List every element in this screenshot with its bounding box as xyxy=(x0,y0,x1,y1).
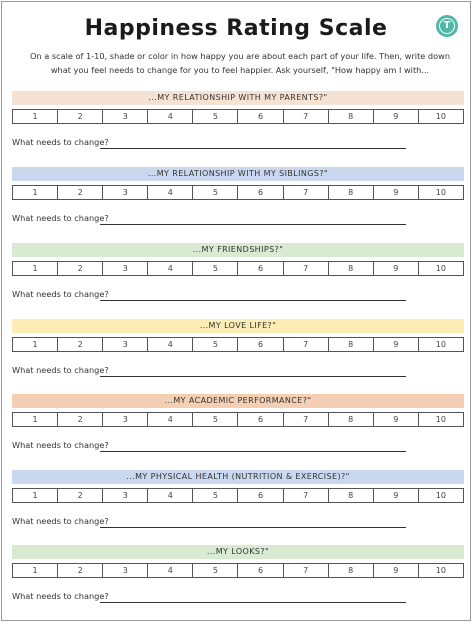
rating-cell-9[interactable]: 9 xyxy=(374,110,419,123)
rating-cell-5[interactable]: 5 xyxy=(193,489,238,502)
rating-cell-2[interactable]: 2 xyxy=(58,564,103,577)
change-answer-line[interactable] xyxy=(100,451,406,452)
section-header: ...MY RELATIONSHIP WITH MY SIBLINGS?" xyxy=(12,167,464,181)
rating-cell-6[interactable]: 6 xyxy=(238,489,283,502)
rating-cell-4[interactable]: 4 xyxy=(148,262,193,275)
rating-cell-9[interactable]: 9 xyxy=(374,564,419,577)
rating-cell-1[interactable]: 1 xyxy=(13,413,58,426)
rating-cell-1[interactable]: 1 xyxy=(13,262,58,275)
rating-cell-8[interactable]: 8 xyxy=(329,489,374,502)
rating-scale xyxy=(12,563,464,578)
section-header: ...MY ACADEMIC PERFORMANCE?" xyxy=(12,394,464,408)
change-label: What needs to change? xyxy=(12,516,109,526)
rating-cell-5[interactable]: 5 xyxy=(193,262,238,275)
rating-cell-10[interactable]: 10 xyxy=(435,566,446,575)
rating-cell-4[interactable]: 4 xyxy=(148,564,193,577)
rating-cell-10[interactable]: 10 xyxy=(435,188,446,197)
change-row xyxy=(12,365,464,379)
section-header: ...MY RELATIONSHIP WITH MY PARENTS?" xyxy=(12,91,464,105)
rating-cell-8[interactable]: 8 xyxy=(329,186,374,199)
rating-cell-8[interactable]: 8 xyxy=(329,262,374,275)
rating-cell-5[interactable]: 5 xyxy=(193,338,238,351)
rating-cell-7[interactable]: 7 xyxy=(284,489,329,502)
instructions: On a scale of 1-10, shade or color in how happy you are about each part of your life. Then, write down what you feel needs to change for you to feel happier. Ask yourself, "How happy am I with... xyxy=(29,51,451,75)
rating-cell-2[interactable]: 2 xyxy=(58,186,103,199)
change-row xyxy=(12,440,464,454)
rating-section xyxy=(12,545,464,605)
rating-cell-9[interactable]: 9 xyxy=(374,262,419,275)
rating-scale xyxy=(12,412,464,427)
rating-cell-6[interactable]: 6 xyxy=(238,564,283,577)
rating-cell-9[interactable]: 9 xyxy=(374,489,419,502)
logo-letter-icon: T xyxy=(443,20,451,31)
rating-scale xyxy=(12,261,464,276)
change-answer-line[interactable] xyxy=(100,376,406,377)
change-label: What needs to change? xyxy=(12,440,109,450)
change-answer-line[interactable] xyxy=(100,148,406,149)
section-header: ...MY LOOKS?" xyxy=(12,545,464,559)
rating-cell-1[interactable]: 1 xyxy=(13,489,58,502)
rating-section xyxy=(12,319,464,379)
worksheet xyxy=(1,1,471,621)
section-header: ...MY PHYSICAL HEALTH (NUTRITION & EXERCISE)?" xyxy=(12,470,464,484)
change-label: What needs to change? xyxy=(12,213,109,223)
rating-section xyxy=(12,243,464,303)
change-label: What needs to change? xyxy=(12,137,109,147)
rating-cell-3[interactable]: 3 xyxy=(103,262,148,275)
change-row xyxy=(12,516,464,530)
rating-scale xyxy=(12,185,464,200)
logo-ring xyxy=(439,18,455,34)
rating-cell-9[interactable]: 9 xyxy=(374,338,419,351)
rating-cell-8[interactable]: 8 xyxy=(329,338,374,351)
rating-cell-8[interactable]: 8 xyxy=(329,413,374,426)
rating-cell-4[interactable]: 4 xyxy=(148,186,193,199)
rating-cell-6[interactable]: 6 xyxy=(238,262,283,275)
change-row xyxy=(12,289,464,303)
change-row xyxy=(12,591,464,605)
change-row xyxy=(12,137,464,151)
rating-section xyxy=(12,91,464,151)
rating-cell-2[interactable]: 2 xyxy=(58,262,103,275)
rating-scale xyxy=(12,109,464,124)
rating-cell-3[interactable]: 3 xyxy=(103,186,148,199)
rating-cell-3[interactable]: 3 xyxy=(103,413,148,426)
change-answer-line[interactable] xyxy=(100,224,406,225)
rating-cell-5[interactable]: 5 xyxy=(193,564,238,577)
change-answer-line[interactable] xyxy=(100,527,406,528)
rating-cell-5[interactable]: 5 xyxy=(193,413,238,426)
rating-cell-5[interactable]: 5 xyxy=(193,110,238,123)
rating-scale xyxy=(12,337,464,352)
change-label: What needs to change? xyxy=(12,365,109,375)
brand-logo-icon xyxy=(436,15,458,37)
rating-cell-2[interactable]: 2 xyxy=(58,413,103,426)
change-label: What needs to change? xyxy=(12,591,109,601)
rating-cell-10[interactable]: 10 xyxy=(435,415,446,424)
rating-cell-10[interactable]: 10 xyxy=(435,491,446,500)
rating-cell-2[interactable]: 2 xyxy=(58,489,103,502)
rating-cell-1[interactable]: 1 xyxy=(13,564,58,577)
rating-cell-3[interactable]: 3 xyxy=(103,564,148,577)
section-header: ...MY FRIENDSHIPS?" xyxy=(12,243,464,257)
rating-cell-4[interactable]: 4 xyxy=(148,110,193,123)
rating-cell-6[interactable]: 6 xyxy=(238,186,283,199)
change-answer-line[interactable] xyxy=(100,602,406,603)
rating-cell-1[interactable]: 1 xyxy=(13,186,58,199)
rating-cell-2[interactable]: 2 xyxy=(58,110,103,123)
rating-cell-7[interactable]: 7 xyxy=(284,564,329,577)
change-answer-line[interactable] xyxy=(100,300,406,301)
page-title: Happiness Rating Scale xyxy=(84,16,388,41)
rating-cell-6[interactable]: 6 xyxy=(238,338,283,351)
rating-cell-2[interactable]: 2 xyxy=(58,338,103,351)
rating-section xyxy=(12,167,464,227)
rating-cell-3[interactable]: 3 xyxy=(103,110,148,123)
rating-cell-7[interactable]: 7 xyxy=(284,338,329,351)
change-label: What needs to change? xyxy=(12,289,109,299)
rating-scale xyxy=(12,488,464,503)
rating-cell-3[interactable]: 3 xyxy=(103,489,148,502)
rating-cell-7[interactable]: 7 xyxy=(284,262,329,275)
rating-cell-6[interactable]: 6 xyxy=(238,413,283,426)
rating-section xyxy=(12,394,464,454)
rating-cell-9[interactable]: 9 xyxy=(374,413,419,426)
rating-cell-10[interactable]: 10 xyxy=(435,264,446,273)
section-header: ...MY LOVE LIFE?" xyxy=(12,319,464,333)
rating-cell-10[interactable]: 10 xyxy=(435,340,446,349)
rating-cell-1[interactable]: 1 xyxy=(13,110,58,123)
rating-cell-4[interactable]: 4 xyxy=(148,489,193,502)
rating-cell-3[interactable]: 3 xyxy=(103,338,148,351)
rating-cell-4[interactable]: 4 xyxy=(148,413,193,426)
rating-cell-8[interactable]: 8 xyxy=(329,110,374,123)
rating-cell-7[interactable]: 7 xyxy=(284,110,329,123)
rating-cell-4[interactable]: 4 xyxy=(148,338,193,351)
rating-cell-10[interactable]: 10 xyxy=(435,112,446,121)
rating-cell-9[interactable]: 9 xyxy=(374,186,419,199)
rating-cell-1[interactable]: 1 xyxy=(13,338,58,351)
rating-cell-5[interactable]: 5 xyxy=(193,186,238,199)
rating-cell-8[interactable]: 8 xyxy=(329,564,374,577)
change-row xyxy=(12,213,464,227)
rating-cell-7[interactable]: 7 xyxy=(284,186,329,199)
rating-cell-7[interactable]: 7 xyxy=(284,413,329,426)
rating-section xyxy=(12,470,464,530)
rating-cell-6[interactable]: 6 xyxy=(238,110,283,123)
